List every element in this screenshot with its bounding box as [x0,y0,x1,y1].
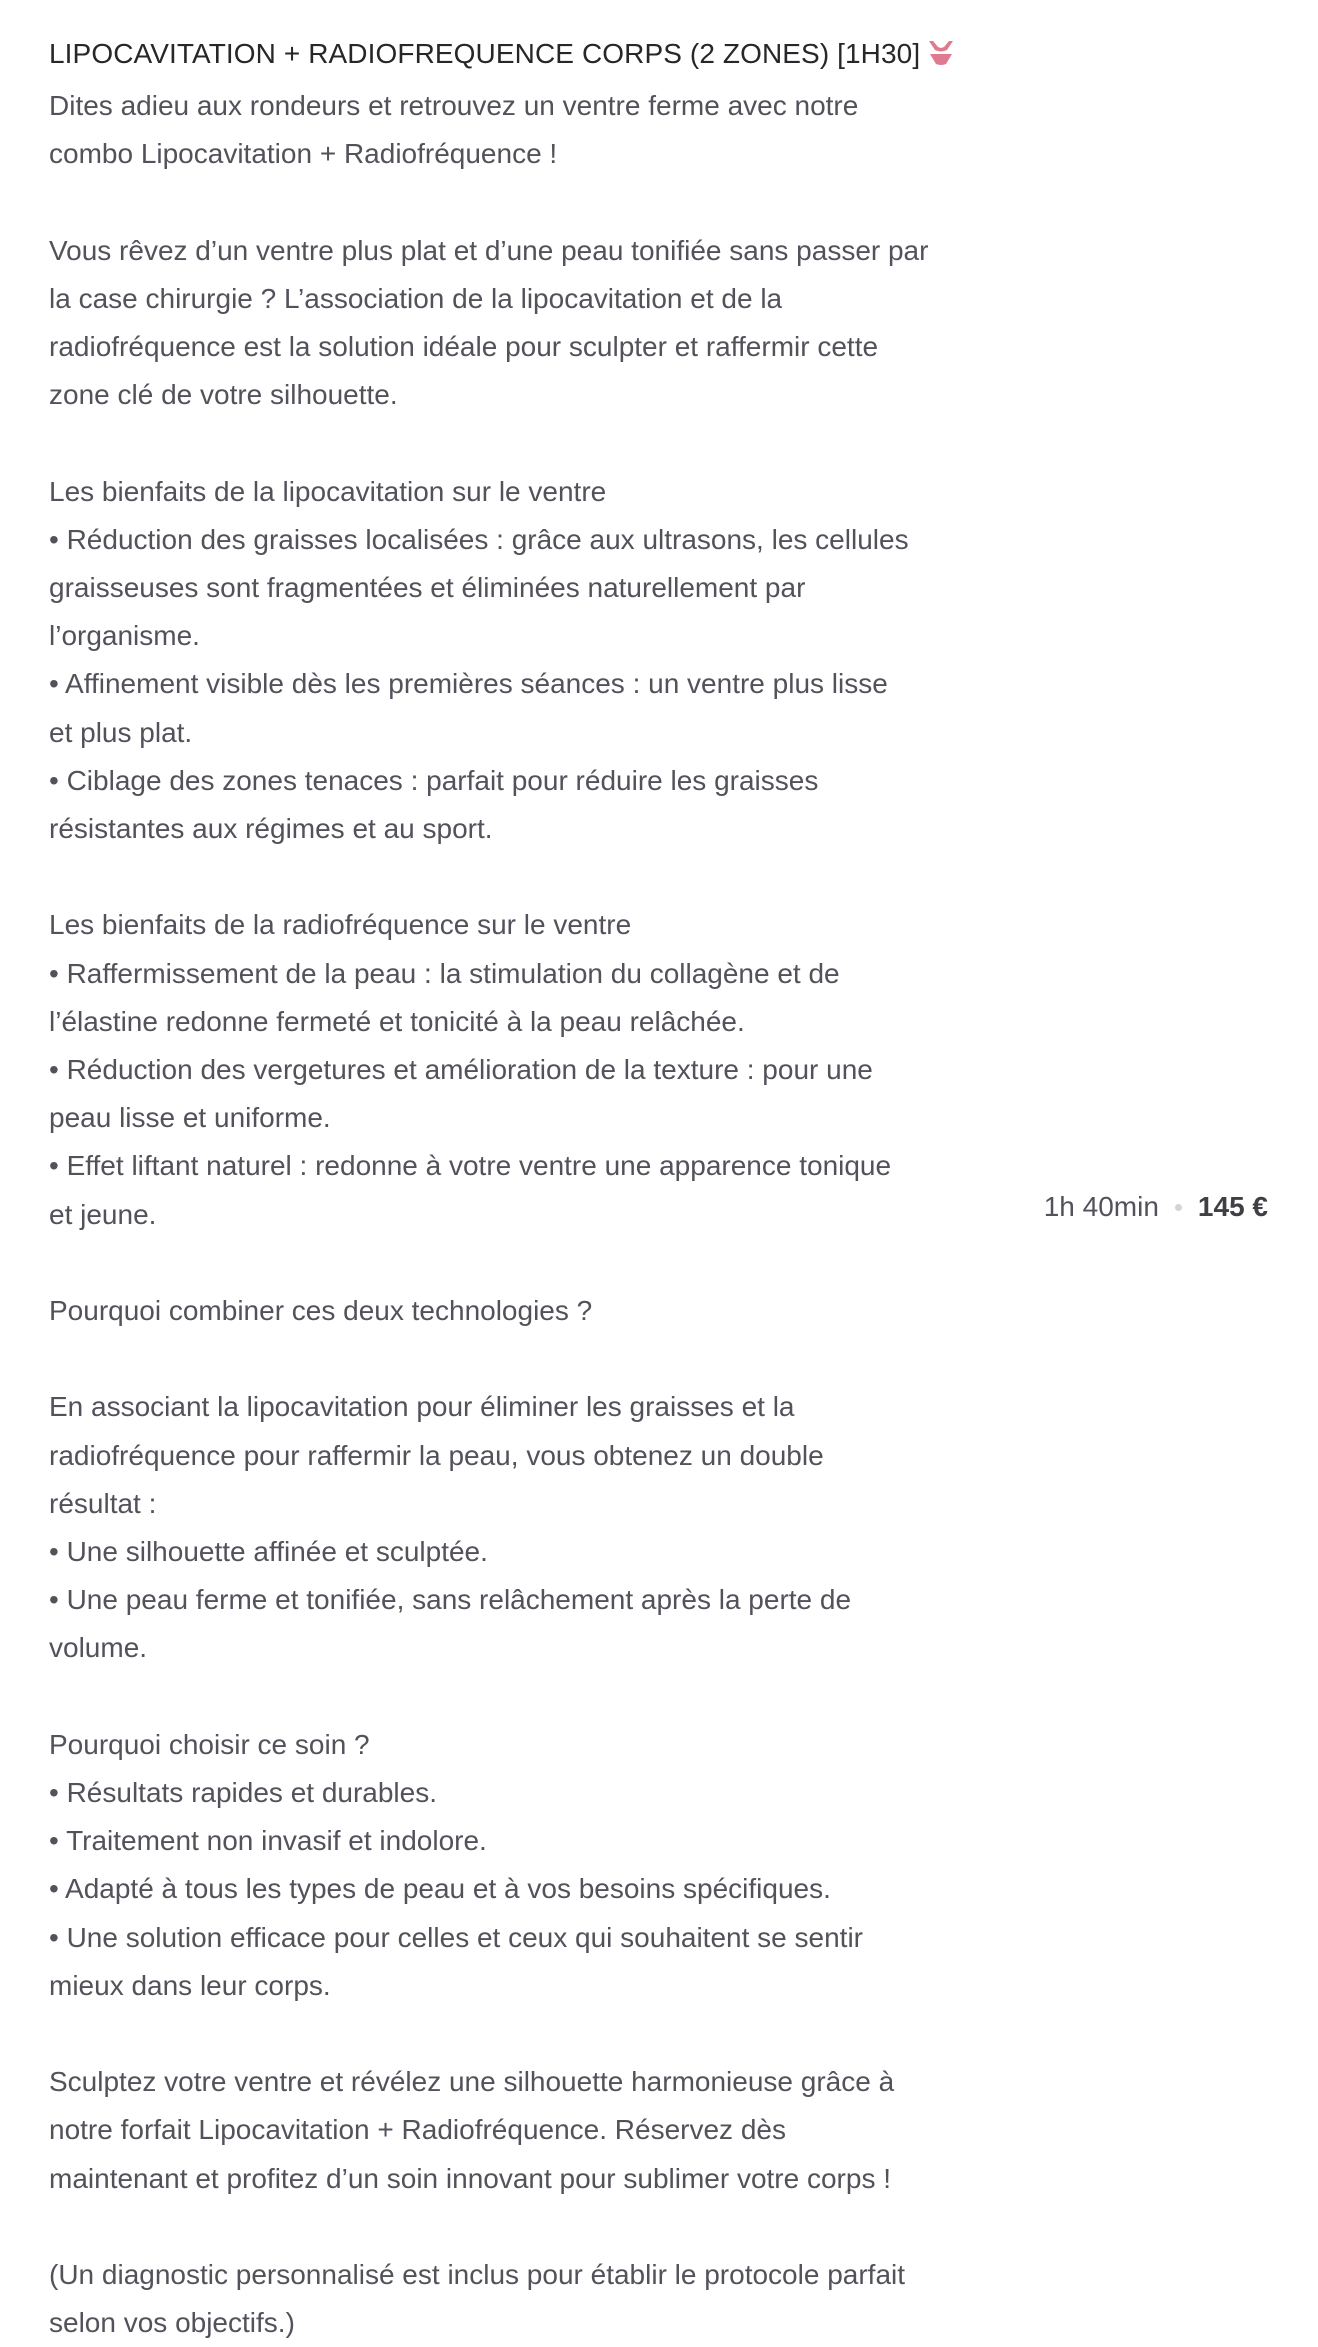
service-info [49,30,999,2347]
description-line: Les bienfaits de la lipocavitation sur le ventre [49,475,607,507]
service-meta [1044,1183,1268,1231]
description-line: • Réduction des vergetures et amélioration de la texture : pour une [49,1054,873,1086]
description-line: • Raffermissement de la peau : la stimulation du collagène et de [49,957,840,989]
description-line: (Un diagnostic personnalisé est inclus pour établir le protocole parfait [49,2259,906,2291]
description-line: • Traitement non invasif et indolore. [49,1825,487,1857]
service-title-text: LIPOCAVITATION + RADIOFREQUENCE CORPS (2 ZONES) [1H30] [49,38,921,69]
separator-dot [1175,1204,1182,1211]
description-line: • Résultats rapides et durables. [49,1777,438,1809]
description-line: Les bienfaits de la radiofréquence sur le ventre [49,909,632,941]
description-spacer [49,1673,999,1721]
description-line: radiofréquence pour raffermir la peau, vous obtenez un double [49,1439,824,1471]
description-line: maintenant et profitez d’un soin innovant pour sublimer votre corps ! [49,2162,892,2194]
description-spacer [49,2203,999,2251]
description-line: graisseuses sont fragmentées et éliminées naturellement par [49,572,806,603]
description-line: Vous rêvez d’un ventre plus plat et d’une peau tonifiée sans passer par [49,234,929,266]
description-line: • Effet liftant naturel : redonne à votre ventre une apparence tonique [49,1150,892,1182]
service-duration: 1h 40min [1043,1191,1159,1222]
description-line: • Ciblage des zones tenaces : parfait pour réduire les graisses [49,764,819,796]
description-line: l’organisme. [49,620,200,652]
description-spacer [49,419,999,467]
description-line: • Une silhouette affinée et sculptée. [49,1536,488,1568]
service-price: 145 € [1197,1191,1268,1222]
description-line: • Une solution efficace pour celles et ceux qui souhaitent se sentir [49,1921,863,1953]
description-line: Pourquoi combiner ces deux technologies ? [49,1295,593,1327]
description-line: selon vos objectifs.) [49,2307,295,2339]
description-line: zone clé de votre silhouette. [49,379,398,411]
service-title [49,30,999,82]
description-line: résistantes aux régimes et au sport. [49,813,493,845]
service-description [49,82,999,2347]
description-line: combo Lipocavitation + Radiofréquence ! [49,138,558,170]
description-line: l’élastine redonne fermeté et tonicité à la peau relâchée. [49,1005,745,1037]
description-line: la case chirurgie ? L’association de la lipocavitation et de la [49,282,783,314]
description-line: volume. [49,1632,148,1664]
description-line: Sculptez votre ventre et révélez une silhouette harmonieuse grâce à [49,2066,895,2098]
description-line: notre forfait Lipocavitation + Radiofréquence. Réservez dès [49,2114,786,2146]
description-line: résultat : [49,1487,157,1519]
description-line: peau lisse et uniforme. [49,1102,331,1134]
description-line: et plus plat. [49,716,193,748]
description-spacer [49,2010,999,2058]
description-line: radiofréquence est la solution idéale pour sculpter et raffermir cette [49,331,879,362]
description-line: mieux dans leur corps. [49,1969,331,2001]
bikini-icon [926,34,956,82]
description-line: • Adapté à tous les types de peau et à vos besoins spécifiques. [49,1873,831,1905]
description-line: Dites adieu aux rondeurs et retrouvez un ventre ferme avec notre [49,90,859,121]
description-spacer [49,178,999,226]
description-line: • Une peau ferme et tonifiée, sans relâchement après la perte de [49,1584,852,1616]
description-line: • Réduction des graisses localisées : grâce aux ultrasons, les cellules [49,523,909,555]
description-spacer [49,853,999,901]
description-line: et jeune. [49,1198,157,1230]
description-line: En associant la lipocavitation pour éliminer les graisses et la [49,1391,795,1423]
description-line: • Affinement visible dès les premières séances : un ventre plus lisse [49,668,888,700]
description-spacer [49,1335,999,1383]
description-line: Pourquoi choisir ce soin ? [49,1728,370,1760]
description-spacer [49,1239,999,1287]
